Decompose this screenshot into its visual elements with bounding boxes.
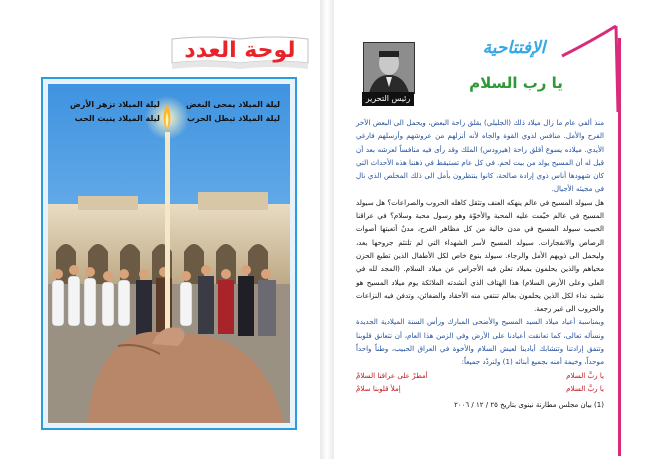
poem-line: ليلة الميلاد تبطل الحرب bbox=[186, 114, 280, 123]
verse-line bbox=[356, 382, 604, 395]
poem-left-column bbox=[70, 98, 160, 126]
candle-photo bbox=[48, 84, 290, 423]
photo-frame bbox=[41, 77, 297, 430]
editorial-body bbox=[356, 116, 604, 395]
paragraph: منذ ألفي عام ما زال ميلاد ذلك (الجليلي) يقلق راحة البعض، ويحمل الى البعض الآخر الفرح والأمل. منافس لذوي القوة والجاه لأنه أنزلهم من عروشهم وأرسلهم فارغي الأيدي. ميلاده يسوع أقلق راحة (هيرودس) الملك وقد رأى فيه منافساً لعرشه بعد أن قيل له أن المسيح يولد من بيت لحم. في كل عام تستيقظ في ذهننا هذه الأحداث التي كان شهودها أناس ذوي إرادة صالحة، كانوا ينتظرون بأمل الى ذلك المخلص الذي نال في مجيئه الأجيال. bbox=[356, 118, 604, 194]
footnote: (1) بيان مجلس مطارنة نينوى بتاريخ ٢٥ / ١٢ / ٢٠٠٦ bbox=[454, 401, 604, 409]
verse-response: أمطرْ على عراقنا السلامْ bbox=[356, 370, 428, 380]
verse-call: يا ربَّ السلام bbox=[566, 383, 604, 393]
decorative-curve bbox=[560, 22, 620, 112]
section-brand: الإفتتاحية bbox=[482, 38, 546, 58]
poem-right-column bbox=[186, 98, 280, 126]
issue-painting-title bbox=[168, 35, 312, 79]
verse-line bbox=[356, 369, 604, 382]
verse-response: إملأ قلوبنا سلامْ bbox=[356, 383, 401, 393]
poem-line: ليلة الميلاد تزهر الأرض bbox=[70, 100, 160, 109]
poem-line: ليلة الميلاد ينبت الحب bbox=[74, 114, 160, 123]
page-edge-line bbox=[618, 38, 621, 456]
editor-portrait bbox=[363, 42, 415, 94]
verse-call: يا ربَّ السلام bbox=[566, 370, 604, 380]
page-title: لوحة العدد bbox=[184, 38, 296, 63]
poem-line: ليلة الميلاد يمحى البغض bbox=[186, 100, 280, 109]
paragraph: وبمناسبة أعياد ميلاد السيد المسيح والأضحى المبارك ورأس السنة الميلادية الجديدة ونسأله تعالى، كما تعانقت أعيادنا على الأرض وفي الزمن هذا العام، أن تتعانق قلوبنا وتتفق إرادتنا وتتشابك أيادينا لعيش السلام والأخوة في العراق الحبيب، وطناً واحداً موحداً، وخيمة أمنه بجميع أبنائه (1) ولنردّد جميعاً: bbox=[356, 317, 604, 367]
article-heading: يا رب السلام bbox=[469, 74, 563, 92]
paragraph: هل سيولد المسيح في عالم ينهكه العنف وتثقل كاهله الحروب والصراعات؟ هل سيولد المسيح في عالم خيّمت عليه المحبة والأخوّة وهو رسول محبة وسلام؟ في عراقنا الحبيب سيولد المسيح في مدن خالية من كل مظاهر الفرح، مدنٌ أتعبتها أصوات الرصاص والانفجارات. سيولد المسيح لأسر الشهداء التي لم تلتئم جروحها بعد، وليحمل الى ذويهم الأمل والرجاء. سيولد بنوع خاص لكل الأطفال الذين تطبع الحزن محياهم والذين يحلمون بميلاد تعلن فيه الأجراس عن ميلاد السلام. (المجد لله في العلى وعلى الأرض السلام) هذا الهتاف الذي أنشدته الملائكة يوم ميلاد المسيح هو نشيد نداء لكل الذين يحلمون بعالم تنتفي منه الأحقاد والضغائن، وتدفن فيه النزاعات والحروب الى غير رجعة. bbox=[356, 197, 604, 314]
page-gutter bbox=[320, 0, 334, 459]
editor-caption: رئيس التحرير bbox=[362, 92, 414, 106]
